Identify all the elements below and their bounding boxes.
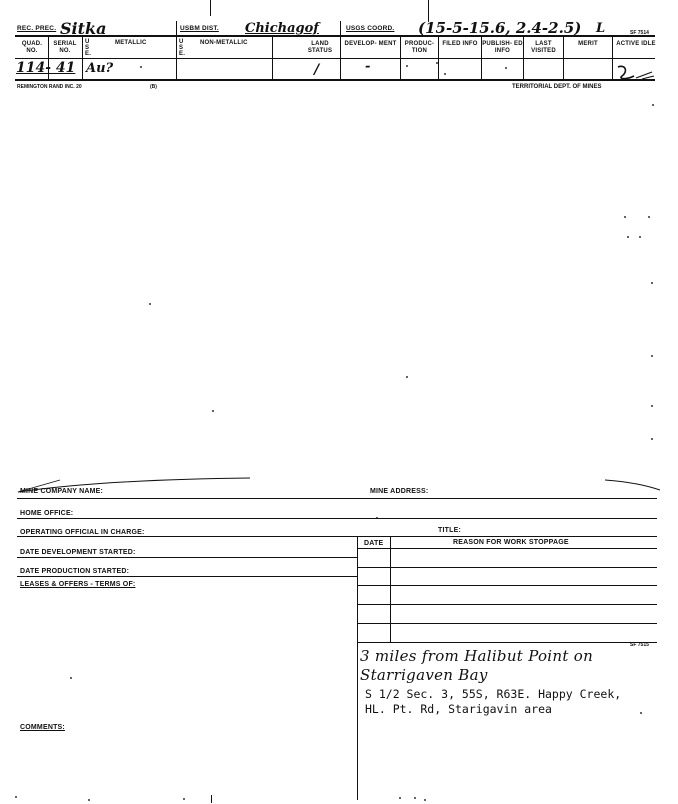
production-label: PRODUC- TION	[404, 41, 435, 54]
header-card-bottom-rule	[15, 79, 655, 81]
merit-label: MERIT	[578, 41, 598, 47]
active-idle-label: ACTIVE IDLE	[616, 41, 656, 47]
comments-label: COMMENTS:	[20, 724, 65, 731]
usbm-dist-value: Chichagof	[245, 21, 319, 36]
table-divider	[357, 536, 358, 800]
scan-speck	[624, 216, 626, 218]
department: TERRITORIAL DEPT. OF MINES	[512, 84, 602, 90]
table-rule	[357, 548, 657, 549]
scan-mark	[211, 795, 212, 803]
scan-mark	[210, 0, 211, 16]
scan-speck	[406, 65, 408, 67]
scan-speck	[406, 376, 408, 378]
scan-speck	[436, 62, 438, 64]
scan-speck	[70, 677, 72, 679]
mine-company-label: MINE COMPANY NAME:	[20, 488, 104, 495]
column-divider	[340, 21, 341, 80]
published-info-label: PUBLISH- ED INFO	[482, 41, 523, 54]
home-office-label: HOME OFFICE:	[20, 510, 74, 517]
scan-speck	[627, 236, 629, 238]
table-rule	[357, 604, 657, 605]
printer-code: (B)	[150, 84, 157, 90]
form-rule	[17, 518, 657, 519]
table-rule	[357, 585, 657, 586]
usgs-coord-label: USGS COORD.	[346, 25, 395, 32]
last-visited-label: LAST VISITED	[531, 41, 556, 54]
title-label: TITLE:	[438, 527, 461, 534]
typed-location-line-2: HL. Pt. Rd, Starigavin area	[365, 702, 552, 716]
land-status-label: LAND STATUS	[307, 41, 333, 54]
scan-speck	[140, 66, 142, 68]
scan-speck	[651, 355, 653, 357]
scan-speck	[88, 799, 90, 801]
typed-location-line-1: S 1/2 Sec. 3, 55S, R63E. Happy Creek,	[365, 687, 622, 701]
handwritten-note-line-1: 3 miles from Halibut Point on	[360, 647, 594, 665]
handwritten-note-line-2: Starrigaven Bay	[360, 666, 488, 684]
metallic-value: Au?	[86, 61, 114, 76]
land-status-value: /	[314, 62, 320, 78]
table-rule	[357, 567, 657, 568]
form-rule	[17, 536, 657, 537]
rec-prec-value: Sitka	[60, 19, 107, 38]
scan-speck	[640, 712, 642, 714]
mine-address-label: MINE ADDRESS:	[370, 488, 429, 495]
scan-speck	[648, 216, 650, 218]
quad-value: 114- 41	[16, 60, 76, 76]
date-development-started-label: DATE DEVELOPMENT STARTED:	[20, 549, 136, 556]
serial-no-label: SERIAL NO.	[53, 41, 77, 54]
date-column-header: DATE	[364, 540, 384, 547]
scan-speck	[505, 67, 507, 69]
table-divider	[390, 536, 391, 642]
rec-prec-label: REC. PREC.	[17, 25, 57, 32]
leases-offers-label: LEASES & OFFERS - TERMS OF:	[20, 581, 136, 588]
scan-speck	[424, 799, 426, 801]
filed-info-label: FILED INFO	[442, 41, 478, 47]
column-divider	[176, 21, 177, 80]
scan-speck	[15, 796, 17, 798]
scan-speck	[444, 73, 446, 75]
metallic-label: METALLIC	[115, 40, 147, 46]
form-rule	[17, 576, 357, 577]
usbm-dist-label: USBM DIST.	[180, 25, 219, 32]
scan-speck	[651, 438, 653, 440]
form-number-bottom: SF 7515	[630, 642, 649, 648]
date-production-started-label: DATE PRODUCTION STARTED:	[20, 568, 130, 575]
scan-speck	[183, 798, 185, 800]
usgs-coord-value: (15-5-15.6, 2.4-2.5)	[418, 19, 582, 37]
development-value: -	[365, 59, 371, 74]
scan-speck	[212, 410, 214, 412]
use-label-2: U S E.	[179, 39, 186, 57]
non-metallic-label: NON-METALLIC	[200, 40, 248, 46]
scan-speck	[414, 797, 416, 799]
development-label: DEVELOP- MENT	[344, 41, 397, 47]
scan-speck	[651, 405, 653, 407]
form-rule	[17, 557, 357, 558]
use-label: U S E.	[85, 39, 92, 57]
scan-speck	[652, 104, 654, 106]
scan-speck	[399, 797, 401, 799]
scan-speck	[651, 282, 653, 284]
table-rule	[357, 642, 657, 643]
form-number-top: SF 7514	[630, 30, 649, 36]
quad-no-label: QUAD. NO.	[21, 41, 43, 54]
header-row-rule	[15, 58, 655, 59]
scan-speck	[639, 236, 641, 238]
scan-speck	[149, 303, 151, 305]
corner-mark: L	[596, 21, 606, 36]
reason-column-header: REASON FOR WORK STOPPAGE	[453, 539, 569, 546]
form-rule	[17, 498, 657, 499]
table-rule	[357, 623, 657, 624]
printer-imprint: REMINGTON RAND INC. 20	[17, 84, 82, 90]
operating-official-label: OPERATING OFFICIAL IN CHARGE:	[20, 529, 145, 536]
